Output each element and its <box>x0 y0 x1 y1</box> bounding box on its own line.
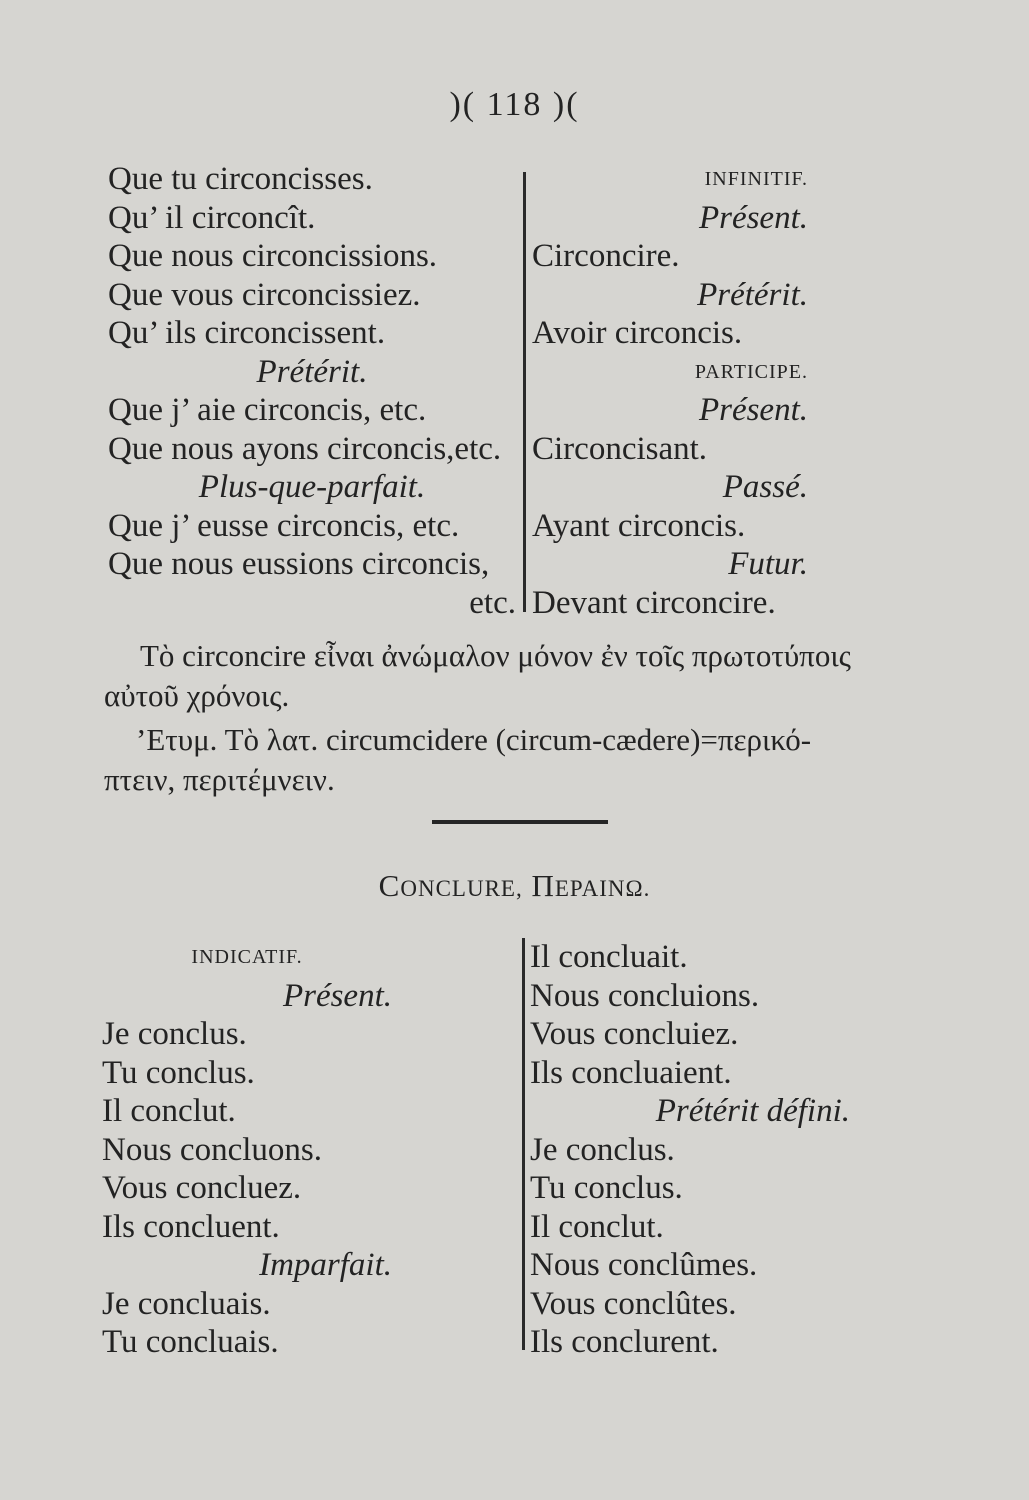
conjugation-line: Nous conclûmes. <box>530 1247 758 1283</box>
conjugation-line: Ils concluaient. <box>530 1054 732 1091</box>
conjugation-line: Qu’ il circoncît. <box>108 199 316 236</box>
title-initial: Π <box>531 868 555 903</box>
tense-heading: Futur. <box>728 546 808 582</box>
title-rest: ΕΡΑΙΝΩ. <box>554 876 651 901</box>
conjugation-line: Vous concluez. <box>102 1170 302 1206</box>
conjugation-line: Que nous circoncissions. <box>108 238 438 274</box>
mood-heading: INFINITIF. <box>704 168 808 190</box>
mood-heading: INDICATIF. <box>191 946 303 968</box>
conjugation-line: Que tu circoncisses. <box>108 161 373 197</box>
section-title <box>0 868 1029 904</box>
conjugation-line: Nous concluons. <box>102 1131 322 1168</box>
section-divider <box>432 820 608 824</box>
note-line: πτειν, περιτέμνειν. <box>104 762 335 797</box>
conjugation-line: Circoncire. <box>532 238 680 274</box>
conjugation-line: Que j’ aie circoncis, etc. <box>108 392 427 428</box>
tense-heading: Plus-que-parfait. <box>198 469 426 505</box>
conjugation-line: Il concluait. <box>530 939 688 975</box>
conjugation-line: Que vous circoncissiez. <box>108 276 421 313</box>
title-initial: C <box>378 868 401 903</box>
conjugation-line: Ils concluent. <box>102 1208 280 1245</box>
conjugation-line: Ils conclurent. <box>530 1324 719 1360</box>
tense-heading: Passé. <box>722 469 808 505</box>
title-rest: ONCLURE, <box>400 876 523 901</box>
column-divider <box>523 172 526 612</box>
conjugation-line: Que j’ eusse circoncis, etc. <box>108 507 460 544</box>
conjugation-line: Je conclus. <box>102 1016 247 1052</box>
conjugation-line: Qu’ ils circoncissent. <box>108 315 386 351</box>
conjugation-line: etc. <box>469 584 516 621</box>
conjugation-line: Tu concluais. <box>102 1324 279 1360</box>
page-number: )( 118 )( <box>449 86 580 123</box>
conjugation-line: Ayant circoncis. <box>532 507 746 544</box>
note-line: ’Ετυμ. Τὸ λατ. circumcidere (circum-cædere)=περικό- <box>136 722 812 757</box>
conjugation-line: Tu conclus. <box>102 1054 255 1091</box>
tense-heading: Imparfait. <box>259 1247 392 1283</box>
conjugation-line: Vous conclûtes. <box>530 1285 737 1322</box>
conjugation-line: Devant circoncire. <box>532 584 776 621</box>
conjugation-line: Je conclus. <box>530 1131 675 1168</box>
column-divider <box>522 938 525 1350</box>
note-line: αὐτοῦ χρόνοις. <box>104 678 290 713</box>
conjugation-line: Avoir circoncis. <box>532 315 743 351</box>
indicative-column <box>102 938 392 1362</box>
conjugation-line: Il conclut. <box>530 1208 664 1245</box>
subjunctive-column <box>108 160 516 622</box>
conjugation-line: Je concluais. <box>102 1285 271 1322</box>
infinitive-participle-column <box>532 160 808 622</box>
note-line: Τὸ circoncire εἶναι ἀνώμαλον μόνον ἐν τοῖς πρωτοτύποις <box>140 638 851 673</box>
conjugation-line: Tu conclus. <box>530 1170 683 1206</box>
conjugation-line: Que nous ayons circoncis,etc. <box>108 430 502 467</box>
conjugation-line: Que nous eussions circoncis, <box>108 546 490 582</box>
mood-heading: PARTICIPE. <box>694 360 808 383</box>
tense-heading: Prétérit. <box>697 276 808 313</box>
tense-heading: Présent. <box>698 392 808 428</box>
conjugation-line: Vous concluiez. <box>530 1016 739 1052</box>
conjugation-line: Il conclut. <box>102 1093 236 1129</box>
conjugation-line: Nous concluions. <box>530 977 760 1014</box>
tense-heading: Présent. <box>698 199 808 236</box>
tense-heading: Présent. <box>282 977 392 1014</box>
tense-heading: Prétérit défini. <box>655 1093 850 1129</box>
conjugation-line: Circoncisant. <box>532 430 708 467</box>
tense-heading: Prétérit. <box>256 353 368 390</box>
indicative-column-continued <box>530 938 850 1362</box>
